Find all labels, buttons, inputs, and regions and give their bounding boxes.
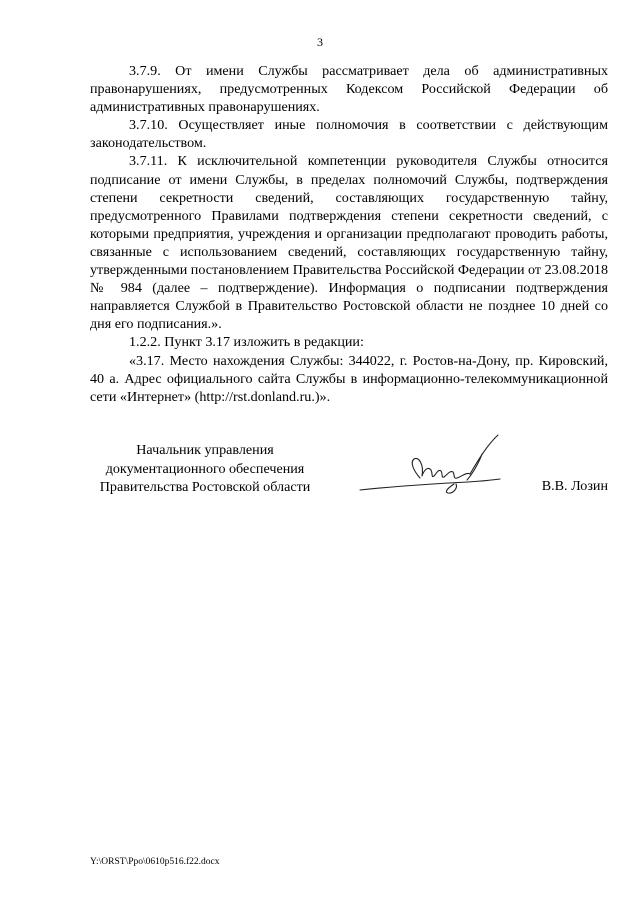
signatory-title-line: Начальник управления [136, 442, 274, 458]
file-path: Y:\ORST\Ppo\0610p516.f22.docx [90, 857, 220, 867]
paragraph-3-7-10: 3.7.10. Осуществляет иные полномочия в соответствии с действующим законодательством. [90, 117, 608, 152]
paragraph-3-17: «3.17. Место нахождения Службы: 344022, г. Ростов-на-Дону, пр. Кировский, 40 а. Адрес официального сайта Службы в информационно-телекоммуникационной сети «Интернет» (http://rst.donland.ru.)». [90, 352, 608, 405]
signer-name: В.В. Лозин [541, 478, 608, 494]
handwritten-signature [358, 432, 508, 504]
signatory-title [90, 441, 320, 497]
paragraph-3-7-9: 3.7.9. От имени Службы рассматривает дела об административных правонарушениях, предусмотренных Кодексом Российской Федерации об административных правонарушениях. [90, 63, 608, 116]
signatory-title-line: Правительства Ростовской области [99, 479, 311, 495]
paragraph-3-7-11: 3.7.11. К исключительной компетенции руководителя Службы относится подписание от имени Службы, в пределах полномочий Службы, подтверждения степени секретности сведений, составляющих государственную тайну, предусмотренного Правилами подтверждения степени секретности сведений, с которыми предприятия, учреждения и организации предполагают проводить работы, связанные с использованием сведений, составляющих государственную тайну, утвержденными постановлением Правительства Российской Федерации от 23.08.2018 № 984 (далее – подтверждение). Информация о подписании подтверждения направляется Службой в Правительство Ростовской области не позднее 10 дней со дня его подписания.». [90, 153, 608, 333]
document-body [90, 62, 608, 406]
page-number: 3 [317, 35, 323, 49]
paragraph-1-2-2: 1.2.2. Пункт 3.17 изложить в редакции: [129, 334, 364, 351]
signatory-title-line: документационного обеспечения [105, 460, 305, 477]
